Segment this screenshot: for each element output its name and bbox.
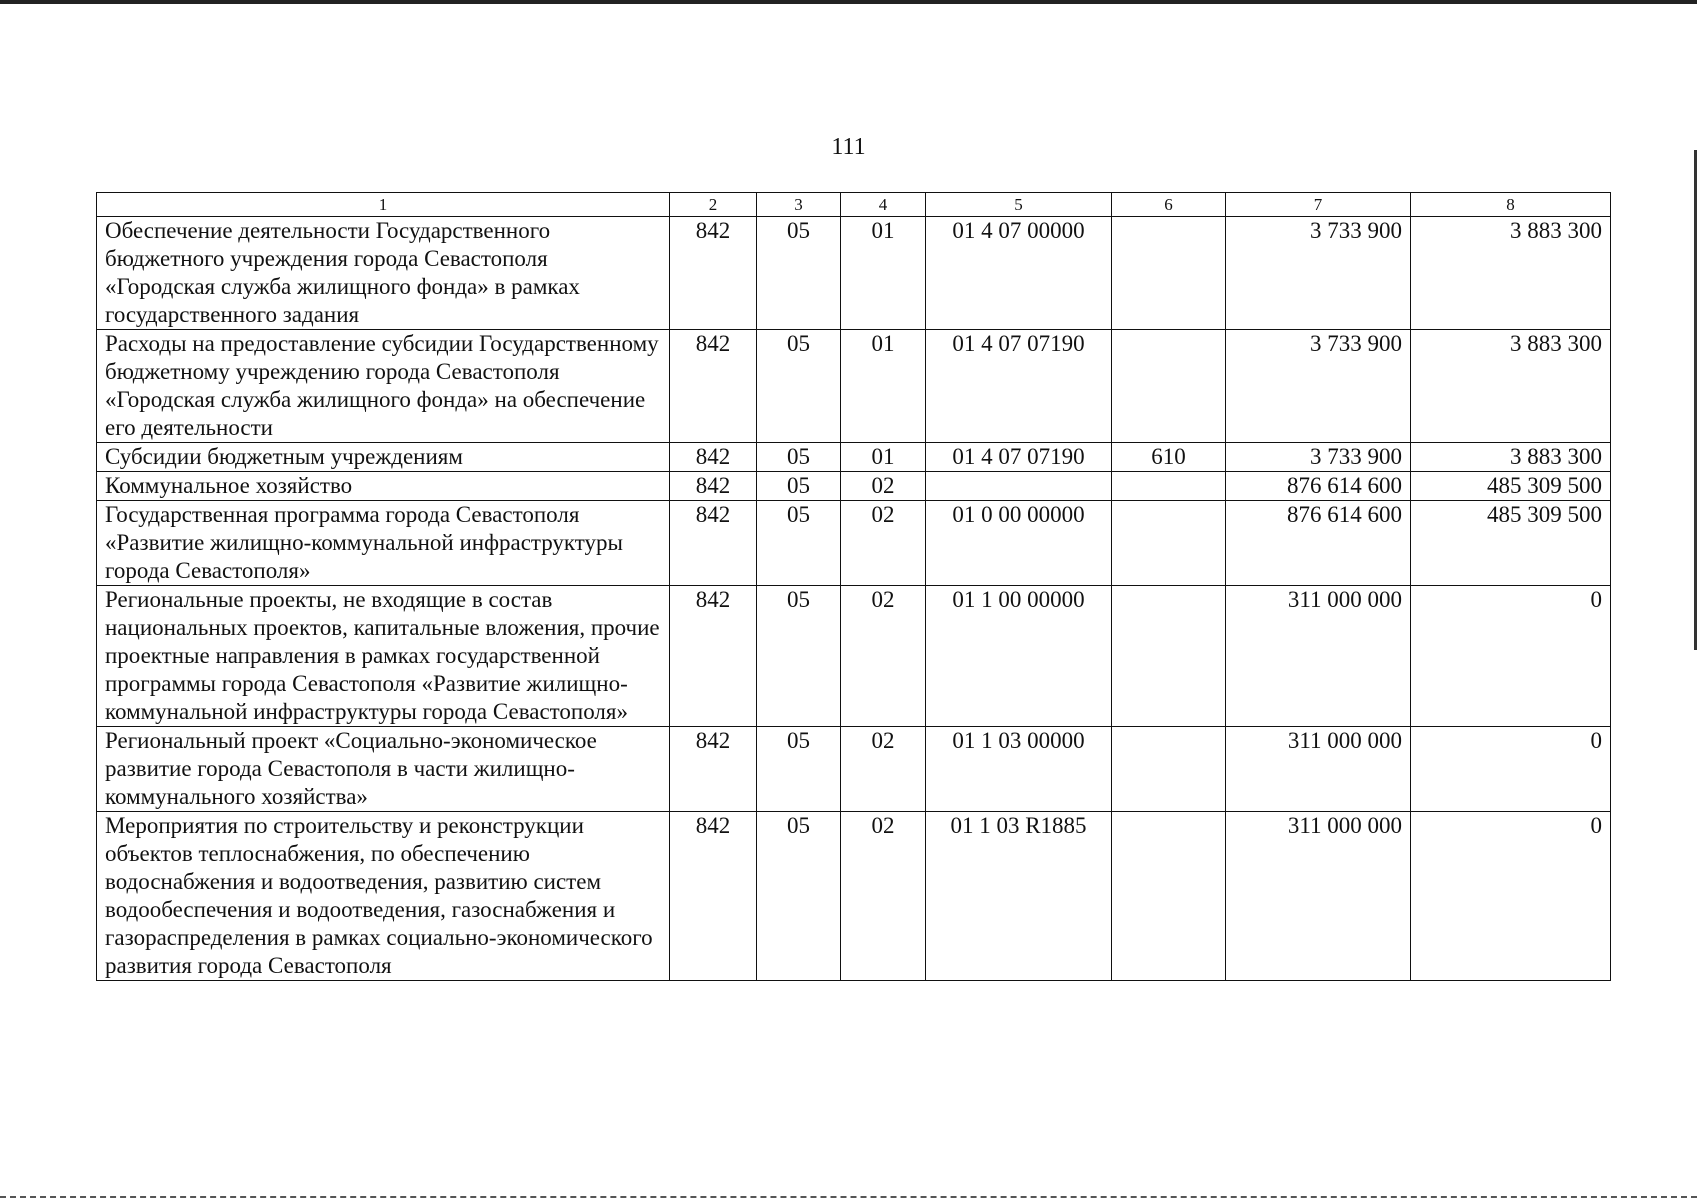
table-row: [97, 330, 1611, 443]
column-header: 3: [757, 193, 841, 217]
page-number: 111: [831, 134, 866, 160]
expense-name-cell: Расходы на предоставление субсидии Государственному бюджетному учреждению города Севастополя «Городская служба жилищного фонда» на обеспечение его деятельности: [97, 330, 670, 443]
expense-name-cell: Коммунальное хозяйство: [97, 472, 670, 501]
grbs-code-cell: 842: [670, 501, 757, 586]
expense-type-cell: [1112, 330, 1226, 443]
target-article-cell: 01 4 07 07190: [926, 330, 1112, 443]
grbs-code-cell: 842: [670, 727, 757, 812]
grbs-code-cell: 842: [670, 472, 757, 501]
subsection-code-cell: 02: [841, 727, 926, 812]
table-row: [97, 812, 1611, 981]
column-header: 6: [1112, 193, 1226, 217]
amount-cell: 876 614 600: [1226, 501, 1411, 586]
column-header: 1: [97, 193, 670, 217]
expense-name-cell: Обеспечение деятельности Государственного бюджетного учреждения города Севастополя «Городская служба жилищного фонда» в рамках государственного задания: [97, 217, 670, 330]
column-header: 7: [1226, 193, 1411, 217]
subsection-code-cell: 01: [841, 443, 926, 472]
target-article-cell: 01 4 07 07190: [926, 443, 1112, 472]
subsection-code-cell: 02: [841, 501, 926, 586]
amount-cell: 3 733 900: [1226, 330, 1411, 443]
amount-cell: 0: [1411, 727, 1611, 812]
section-code-cell: 05: [757, 472, 841, 501]
amount-cell: 3 733 900: [1226, 217, 1411, 330]
table-row: [97, 727, 1611, 812]
table-row: [97, 586, 1611, 727]
grbs-code-cell: 842: [670, 217, 757, 330]
subsection-code-cell: 01: [841, 217, 926, 330]
subsection-code-cell: 02: [841, 812, 926, 981]
amount-cell: 0: [1411, 812, 1611, 981]
amount-cell: 3 883 300: [1411, 217, 1611, 330]
expense-type-cell: [1112, 217, 1226, 330]
subsection-code-cell: 02: [841, 586, 926, 727]
expense-name-cell: Субсидии бюджетным учреждениям: [97, 443, 670, 472]
expense-type-cell: [1112, 472, 1226, 501]
grbs-code-cell: 842: [670, 330, 757, 443]
amount-cell: 876 614 600: [1226, 472, 1411, 501]
table-row: [97, 472, 1611, 501]
section-code-cell: 05: [757, 586, 841, 727]
amount-cell: 485 309 500: [1411, 501, 1611, 586]
column-header: 5: [926, 193, 1112, 217]
scan-edge-bottom: [0, 1196, 1697, 1198]
amount-cell: 0: [1411, 586, 1611, 727]
table-row: [97, 217, 1611, 330]
expense-name-cell: Региональный проект «Социально-экономическое развитие города Севастополя в части жилищно-коммунального хозяйства»: [97, 727, 670, 812]
expense-name-cell: Государственная программа города Севастополя «Развитие жилищно-коммунальной инфраструктуры города Севастополя»: [97, 501, 670, 586]
expense-name-cell: Региональные проекты, не входящие в состав национальных проектов, капитальные вложения, прочие проектные направления в рамках государственной программы города Севастополя «Развитие жилищно-коммунальной инфраструктуры города Севастополя»: [97, 586, 670, 727]
header-row: [97, 193, 1611, 217]
target-article-cell: 01 1 03 00000: [926, 727, 1112, 812]
expense-name-cell: Мероприятия по строительству и реконструкции объектов теплоснабжения, по обеспечению водоснабжения и водоотведения, развитию систем водообеспечения и водоотведения, газоснабжения и газораспределения в рамках социально-экономического развития города Севастополя: [97, 812, 670, 981]
amount-cell: 485 309 500: [1411, 472, 1611, 501]
subsection-code-cell: 01: [841, 330, 926, 443]
target-article-cell: 01 1 03 R1885: [926, 812, 1112, 981]
target-article-cell: [926, 472, 1112, 501]
section-code-cell: 05: [757, 727, 841, 812]
section-code-cell: 05: [757, 330, 841, 443]
grbs-code-cell: 842: [670, 812, 757, 981]
grbs-code-cell: 842: [670, 443, 757, 472]
expense-type-cell: [1112, 812, 1226, 981]
table-row: [97, 501, 1611, 586]
column-header: 4: [841, 193, 926, 217]
target-article-cell: 01 1 00 00000: [926, 586, 1112, 727]
expense-type-cell: [1112, 501, 1226, 586]
target-article-cell: 01 4 07 00000: [926, 217, 1112, 330]
scan-edge-top: [0, 0, 1697, 4]
table-row: [97, 443, 1611, 472]
grbs-code-cell: 842: [670, 586, 757, 727]
amount-cell: 311 000 000: [1226, 727, 1411, 812]
amount-cell: 311 000 000: [1226, 812, 1411, 981]
section-code-cell: 05: [757, 501, 841, 586]
subsection-code-cell: 02: [841, 472, 926, 501]
section-code-cell: 05: [757, 812, 841, 981]
amount-cell: 311 000 000: [1226, 586, 1411, 727]
amount-cell: 3 883 300: [1411, 443, 1611, 472]
amount-cell: 3 733 900: [1226, 443, 1411, 472]
expense-type-cell: 610: [1112, 443, 1226, 472]
budget-table: [96, 192, 1611, 981]
section-code-cell: 05: [757, 443, 841, 472]
expense-type-cell: [1112, 727, 1226, 812]
target-article-cell: 01 0 00 00000: [926, 501, 1112, 586]
amount-cell: 3 883 300: [1411, 330, 1611, 443]
expense-type-cell: [1112, 586, 1226, 727]
section-code-cell: 05: [757, 217, 841, 330]
column-header: 8: [1411, 193, 1611, 217]
column-header: 2: [670, 193, 757, 217]
